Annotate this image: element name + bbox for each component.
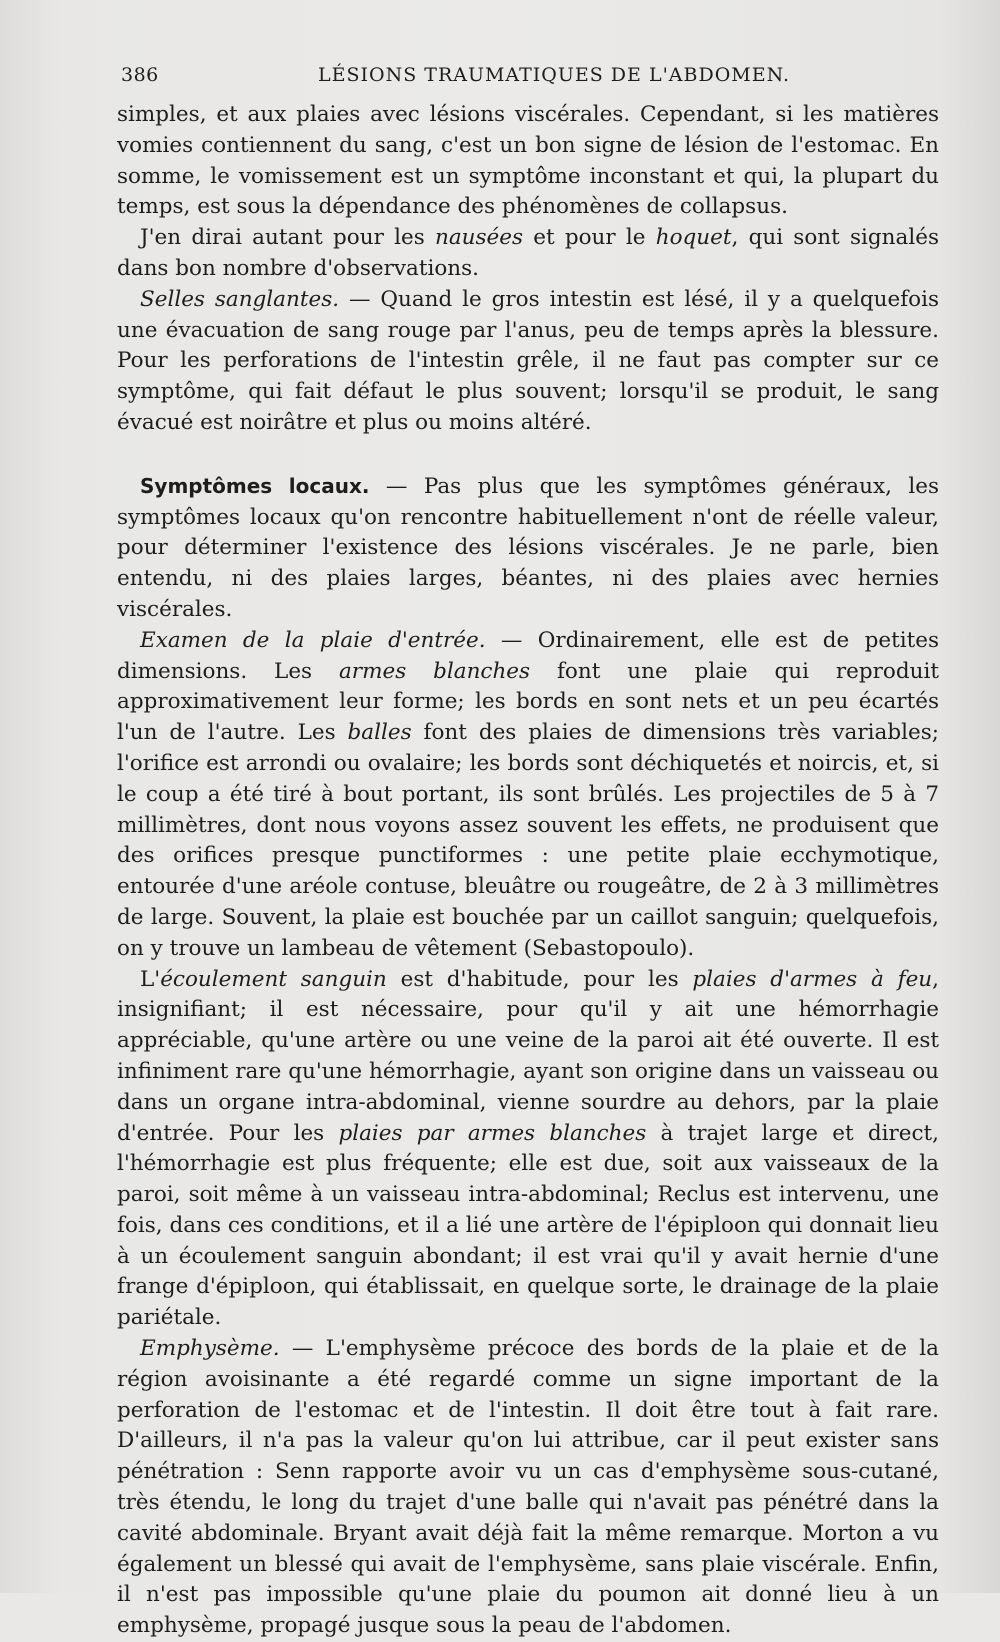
text-run: font des plaies de dimensions très variables; l'orifice est arrondi ou ovalaire; les bords sont déchiquetés et noircis, et, si le coup a été tiré à bout portant, ils sont brûlés. Les projectiles de 5 à 7 millimètres, dont nous voyons assez souvent les effets, ne produisent que des orifices presque punctiformes : une petite plaie ecchymotique, entourée d'une aréole contuse, bleuâtre ou rougeâtre, de 2 à 3 millimètres de large. Souvent, la plaie est bouchée par un caillot sanguin; quelquefois, on y trouve un lambeau de vêtement (Sebastopoulo). — [117, 720, 939, 961]
text-run: — Quand le gros intestin est lésé, il y a quelquefois une évacuation de sang rouge par l'anus, peu de temps après la blessure. Pour les perforations de l'intestin grêle, il ne faut pas compter sur ce symptôme, qui fait défaut le plus souvent; lorsqu'il se produit, le sang évacué est noirâtre et plus ou moins altéré. — [117, 286, 940, 435]
italic-term: hoquet — [655, 225, 732, 251]
italic-term: plaies par armes blanches — [338, 1120, 647, 1146]
paragraph-vomissement — [117, 100, 939, 223]
text-run: — Pas plus que les symptômes généraux, les symptômes locaux qu'on rencontre habituellement n'ont de réelle valeur, pour déterminer l'existence des lésions viscérales. Je ne parle, bien entendu, ni des plaies larges, béantes, ni des plaies avec hernies viscérales. — [117, 473, 939, 622]
paragraph-selles-sanglantes — [117, 285, 939, 439]
italic-term: écoulement sanguin — [160, 966, 387, 992]
running-head — [121, 60, 938, 90]
italic-term: plaies d'armes à feu — [692, 966, 933, 992]
paragraph-examen-plaie — [117, 626, 939, 965]
page-body — [117, 100, 939, 1642]
italic-term: nausées — [434, 225, 523, 251]
italic-term: armes blanches — [338, 658, 531, 684]
italic-term: balles — [347, 720, 412, 746]
subsection-heading: Selles sanglantes. — [140, 286, 340, 312]
text-run: font une plaie qui reproduit approximativement leur forme; les bords en sont nets et un peu écartés l'un de l'autre. Les — [117, 658, 939, 746]
subsection-heading: Examen de la plaie d'entrée. — [140, 627, 486, 653]
paragraph-ecoulement-sanguin — [117, 965, 939, 1335]
text-run: à trajet large et direct, l'hémorrhagie est plus fréquente; elle est due, soit aux vaisseaux de la paroi, soit même à un vaisseau intra-abdominal; Reclus est intervenu, une fois, dans ces conditions, et il a lié une artère de l'épiploon qui donnait lieu à un écoulement sanguin abondant; il est vrai qu'il y avait hernie d'une frange d'épiploon, qui établissait, en quelque sorte, le drainage de la plaie pariétale. — [117, 1120, 939, 1331]
paragraph-symptomes-locaux — [117, 471, 939, 626]
page-number: 386 — [121, 64, 159, 86]
text-run: J'en dirai autant pour les — [140, 225, 435, 251]
paragraph-emphyseme — [117, 1334, 939, 1642]
text-run: , insignifiant; il est nécessaire, pour qu'il y ait une hémorrhagie appréciable, qu'une artère ou une veine de la paroi ait été ouverte. Il est infiniment rare qu'une hémorrhagie, ayant son origine dans un vaisseau ou dans un organe intra-abdominal, vienne sourdre au dehors, par la plaie d'entrée. Pour les — [117, 966, 939, 1146]
text-run: , qui sont signalés dans bon nombre d'observations. — [117, 225, 939, 281]
text-run: est d'habitude, pour les — [386, 966, 693, 992]
section-heading: Symptômes locaux. — [140, 473, 370, 498]
paragraph-text: simples, et aux plaies avec lésions viscérales. Cependant, si les matières vomies contiennent du sang, c'est un bon signe de lésion de l'estomac. En somme, le vomissement est un symptôme inconstant et qui, la plupart du temps, est sous la dépendance des phénomènes de collapsus. — [117, 102, 939, 220]
running-title: LÉSIONS TRAUMATIQUES DE L'ABDOMEN. — [318, 64, 791, 86]
subsection-heading: Emphysème. — [140, 1336, 280, 1362]
text-run: L' — [140, 966, 161, 992]
text-run: et pour le — [523, 225, 656, 251]
text-run: — L'emphysème précoce des bords de la plaie et de la région avoisinante a été regardé comme un signe important de la perforation de l'estomac et de l'intestin. Il doit être tout à fait rare. D'ailleurs, il n'a pas la valeur qu'on lui attribue, car il peut exister sans pénétration : Senn rapporte avoir vu un cas d'emphysème sous-cutané, très étendu, le long du trajet d'une balle qui n'avait pas pénétré dans la cavité abdominale. Bryant avait déjà fait la même remarque. Morton a vu également un blessé qui avait de l'emphysème, sans plaie viscérale. Enfin, il n'est pas impossible qu'une plaie du poumon ait donné lieu à un emphysème, propagé jusque sous la peau de l'abdomen. — [117, 1336, 939, 1639]
paragraph-nausees — [117, 223, 939, 285]
text-run: — Ordinairement, elle est de petites dimensions. Les — [117, 627, 939, 684]
